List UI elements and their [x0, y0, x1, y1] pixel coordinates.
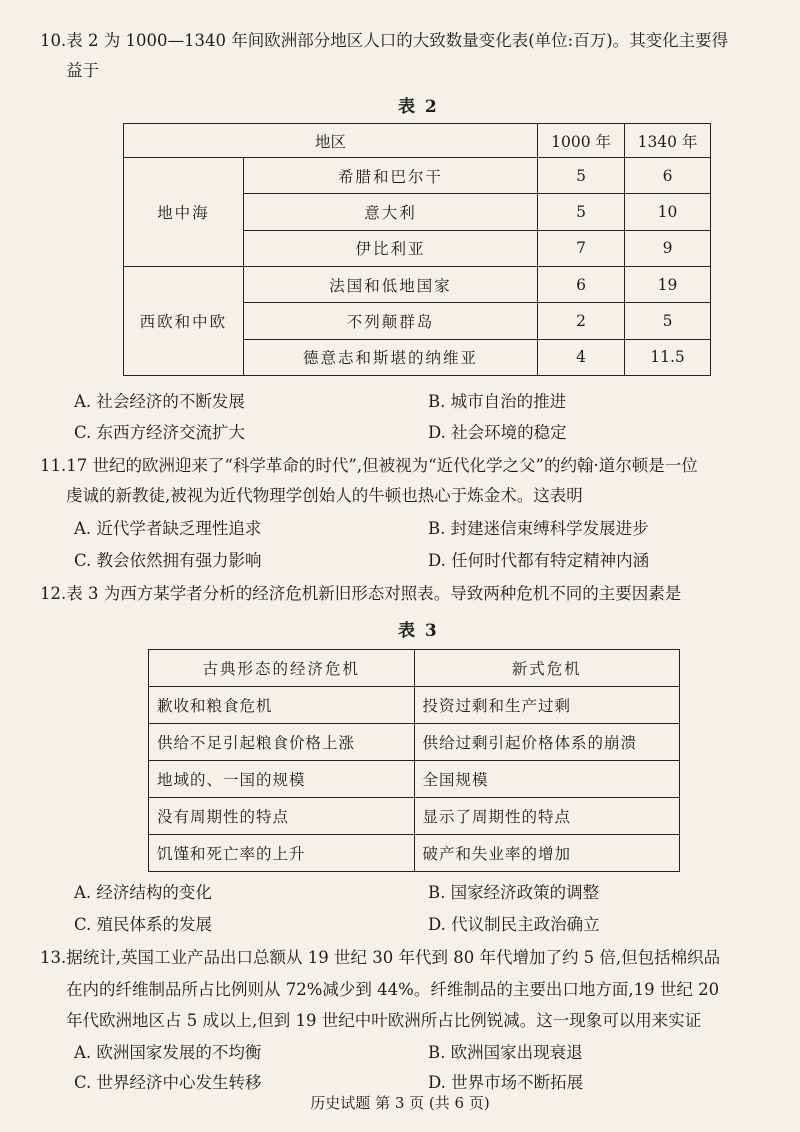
value-cell: 9: [625, 230, 711, 266]
table-cell: 供给过剩引起价格体系的崩溃: [414, 724, 680, 761]
value-cell: 5: [538, 194, 625, 230]
q12-option-c: C. 殖民体系的发展: [74, 915, 213, 934]
q13-stem-line3: 年代欧洲地区占 5 成以上,但到 19 世纪中叶欧洲所占比例锐减。这一现象可以用来实证: [66, 1011, 702, 1030]
table-row: [149, 724, 680, 761]
table-header-row: [124, 124, 711, 158]
q12-option-d: D. 代议制民主政治确立: [428, 915, 600, 934]
q12-stem-line1: 12.表 3 为西方某学者分析的经济危机新旧形态对照表。导致两种危机不同的主要因素是: [40, 584, 682, 603]
table-cell: 没有周期性的特点: [149, 798, 415, 835]
header-classic-crisis: 古典形态的经济危机: [149, 650, 415, 687]
q11-stem-line1: 11.17 世纪的欧洲迎来了“科学革命的时代”,但被视为“近代化学之父”的约翰·道尔顿是一位: [40, 456, 698, 475]
table3-caption: 表 3: [398, 621, 439, 641]
header-new-crisis: 新式危机: [414, 650, 680, 687]
value-cell: 4: [538, 339, 625, 375]
q13-stem-line1: 13.据统计,英国工业产品出口总额从 19 世纪 30 年代到 80 年代增加了约 5 倍,但包括棉织品: [40, 948, 721, 967]
region-cell: 德意志和斯堪的纳维亚: [243, 339, 537, 375]
q13-stem-line2: 在内的纤维制品所占比例则从 72%减少到 44%。纤维制品的主要出口地方面,19 世纪 20: [66, 980, 720, 999]
q10-option-a: A. 社会经济的不断发展: [74, 392, 245, 411]
table-row: [149, 798, 680, 835]
table-cell: 投资过剩和生产过剩: [414, 687, 680, 724]
value-cell: 6: [625, 158, 711, 194]
q11-option-b: B. 封建迷信束缚科学发展进步: [428, 519, 649, 538]
table-row: [124, 267, 711, 303]
q11-option-c: C. 教会依然拥有强力影响: [74, 551, 262, 570]
region-cell: 法国和低地国家: [243, 267, 537, 303]
group-name-western-central: 西欧和中欧: [124, 267, 244, 376]
value-cell: 7: [538, 230, 625, 266]
q12-option-b: B. 国家经济政策的调整: [428, 883, 600, 902]
table-row: [149, 687, 680, 724]
q10-stem-line1: 10.表 2 为 1000—1340 年间欧洲部分地区人口的大致数量变化表(单位:百万)。其变化主要得: [40, 31, 729, 50]
population-table: [123, 123, 711, 376]
q11-option-a: A. 近代学者缺乏理性追求: [74, 519, 262, 538]
header-region: 地区: [124, 124, 538, 158]
table-row: [149, 835, 680, 872]
q10-stem-line2: 益于: [66, 61, 99, 80]
table-cell: 地域的、一国的规模: [149, 761, 415, 798]
group-name-mediterranean: 地中海: [124, 158, 244, 267]
region-cell: 意大利: [243, 194, 537, 230]
header-year-1340: 1340 年: [625, 124, 711, 158]
region-cell: 伊比利亚: [243, 230, 537, 266]
value-cell: 11.5: [625, 339, 711, 375]
region-cell: 不列颠群岛: [243, 303, 537, 339]
q12-option-a: A. 经济结构的变化: [74, 883, 212, 902]
q13-option-a: A. 欧洲国家发展的不均衡: [74, 1043, 262, 1062]
q13-option-c: C. 世界经济中心发生转移: [74, 1073, 262, 1092]
value-cell: 10: [625, 194, 711, 230]
q11-option-d: D. 任何时代都有特定精神内涵: [428, 551, 650, 570]
table2-caption: 表 2: [398, 97, 439, 117]
q10-option-d: D. 社会环境的稳定: [428, 423, 567, 442]
crisis-comparison-table: [148, 649, 680, 872]
value-cell: 2: [538, 303, 625, 339]
table-cell: 显示了周期性的特点: [414, 798, 680, 835]
value-cell: 5: [625, 303, 711, 339]
table-cell: 饥馑和死亡率的上升: [149, 835, 415, 872]
page-footer: 历史试题 第 3 页 (共 6 页): [310, 1094, 490, 1112]
q11-stem-line2: 虔诚的新教徒,被视为近代物理学创始人的牛顿也热心于炼金术。这表明: [66, 486, 583, 505]
value-cell: 6: [538, 267, 625, 303]
value-cell: 19: [625, 267, 711, 303]
header-year-1000: 1000 年: [538, 124, 625, 158]
table-row: [149, 761, 680, 798]
table-row: [124, 158, 711, 194]
table-cell: 歉收和粮食危机: [149, 687, 415, 724]
region-cell: 希腊和巴尔干: [243, 158, 537, 194]
q10-option-b: B. 城市自治的推进: [428, 392, 567, 411]
q10-option-c: C. 东西方经济交流扩大: [74, 423, 246, 442]
table-cell: 破产和失业率的增加: [414, 835, 680, 872]
table-header-row: [149, 650, 680, 687]
q13-option-b: B. 欧洲国家出现衰退: [428, 1043, 583, 1062]
q13-option-d: D. 世界市场不断拓展: [428, 1073, 584, 1092]
table-cell: 供给不足引起粮食价格上涨: [149, 724, 415, 761]
table-cell: 全国规模: [414, 761, 680, 798]
value-cell: 5: [538, 158, 625, 194]
